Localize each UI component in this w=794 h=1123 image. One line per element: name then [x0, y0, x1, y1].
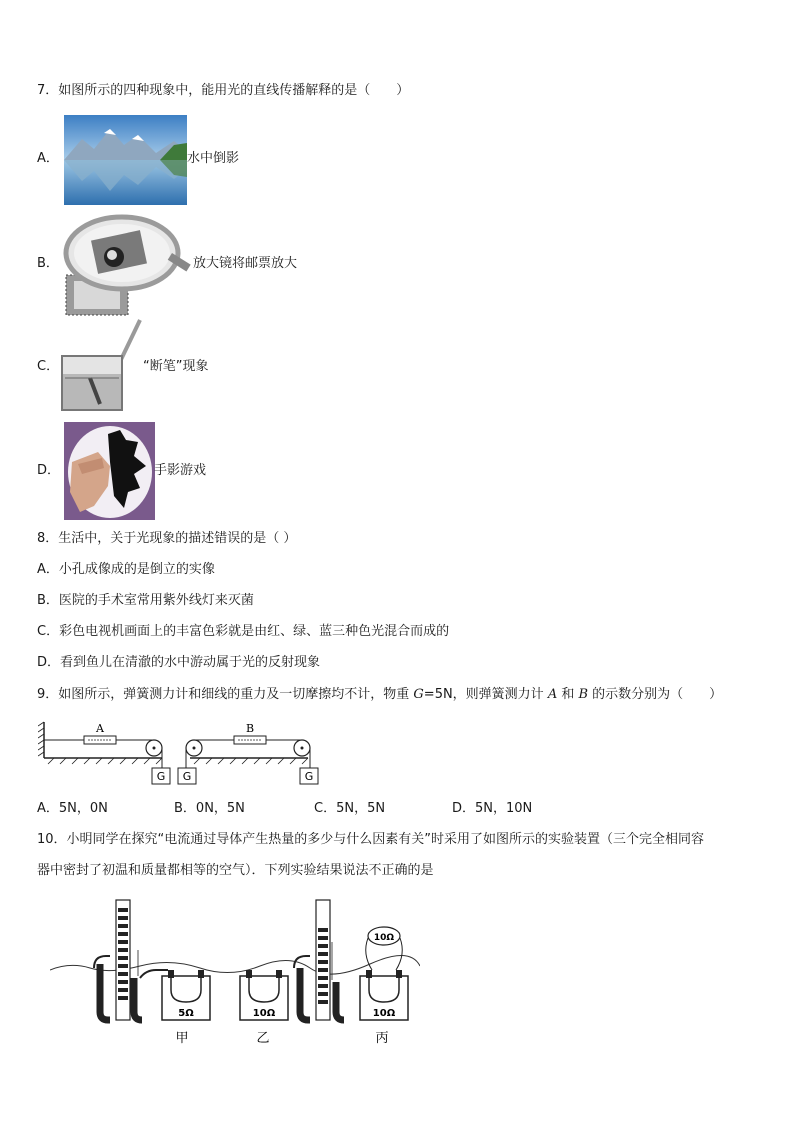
- hand-shadow-image: [64, 422, 155, 520]
- q9-option-b: B．0N，5N: [174, 801, 245, 816]
- q7-option-a-label: A．: [37, 151, 59, 166]
- q8-option-c: C．彩色电视机画面上的丰富色彩就是由红、绿、蓝三种色光混合而成的: [37, 624, 450, 639]
- q9-option-a: A．5N，0N: [37, 801, 108, 816]
- resistor-external: 10Ω: [373, 933, 395, 943]
- q10-stem-line1: 10．小明同学在探究“电流通过导体产生热量的多少与什么因素有关”时采用了如图所示的实验装置（三个完全相同容: [37, 832, 705, 847]
- q8-option-b: B．医院的手术室常用紫外线灯来灭菌: [37, 593, 254, 608]
- q8-option-a: A．小孔成像成的是倒立的实像: [37, 562, 215, 577]
- q7-stem: 7．如图所示的四种现象中，能用光的直线传播解释的是（ ）: [37, 83, 410, 98]
- label-bing: 丙: [375, 1031, 389, 1046]
- q9-option-c: C．5N，5N: [314, 801, 386, 816]
- q7-option-b-caption: 放大镜将邮票放大: [193, 256, 298, 271]
- scale-b-label: B: [245, 722, 255, 735]
- q8-stem: 8．生活中，关于光现象的描述错误的是（ ）: [37, 531, 297, 546]
- spring-scale-figure: [38, 718, 328, 788]
- weight-right: G: [304, 770, 314, 783]
- q7-option-c-label: C．: [37, 359, 60, 374]
- heating-experiment-figure: [50, 898, 420, 1048]
- label-yi: 乙: [256, 1031, 270, 1046]
- q10-stem-line2: 器中密封了初温和质量都相等的空气）．下列实验结果说法不正确的是: [37, 863, 434, 878]
- q8-option-d: D．看到鱼儿在清澈的水中游动属于光的反射现象: [37, 655, 321, 670]
- resistor-yi: 10Ω: [252, 1008, 276, 1019]
- q7-option-d-caption: 手影游戏: [154, 463, 207, 478]
- q7-option-d-label: D．: [37, 463, 61, 478]
- resistor-bing: 10Ω: [372, 1008, 396, 1019]
- q7-option-a-caption: 水中倒影: [187, 151, 240, 166]
- q7-option-b-label: B．: [37, 256, 59, 271]
- q9-stem: 9．如图所示，弹簧测力计和细线的重力及一切摩擦均不计，物重 G=5N，则弹簧测力计 A 和 B 的示数分别为（ ）: [37, 687, 723, 702]
- scale-a-label: A: [96, 722, 104, 735]
- q7-option-c-caption: “断笔”现象: [143, 359, 209, 374]
- magnifier-stamp-image: [60, 213, 193, 318]
- q9-option-d: D．5N，10N: [452, 801, 533, 816]
- broken-pencil-image: [60, 318, 144, 413]
- weight-middle: G: [182, 770, 192, 783]
- resistor-jia: 5Ω: [178, 1008, 194, 1019]
- lake-reflection-image: [64, 115, 187, 205]
- weight-left: G: [156, 770, 166, 783]
- label-jia: 甲: [175, 1031, 189, 1046]
